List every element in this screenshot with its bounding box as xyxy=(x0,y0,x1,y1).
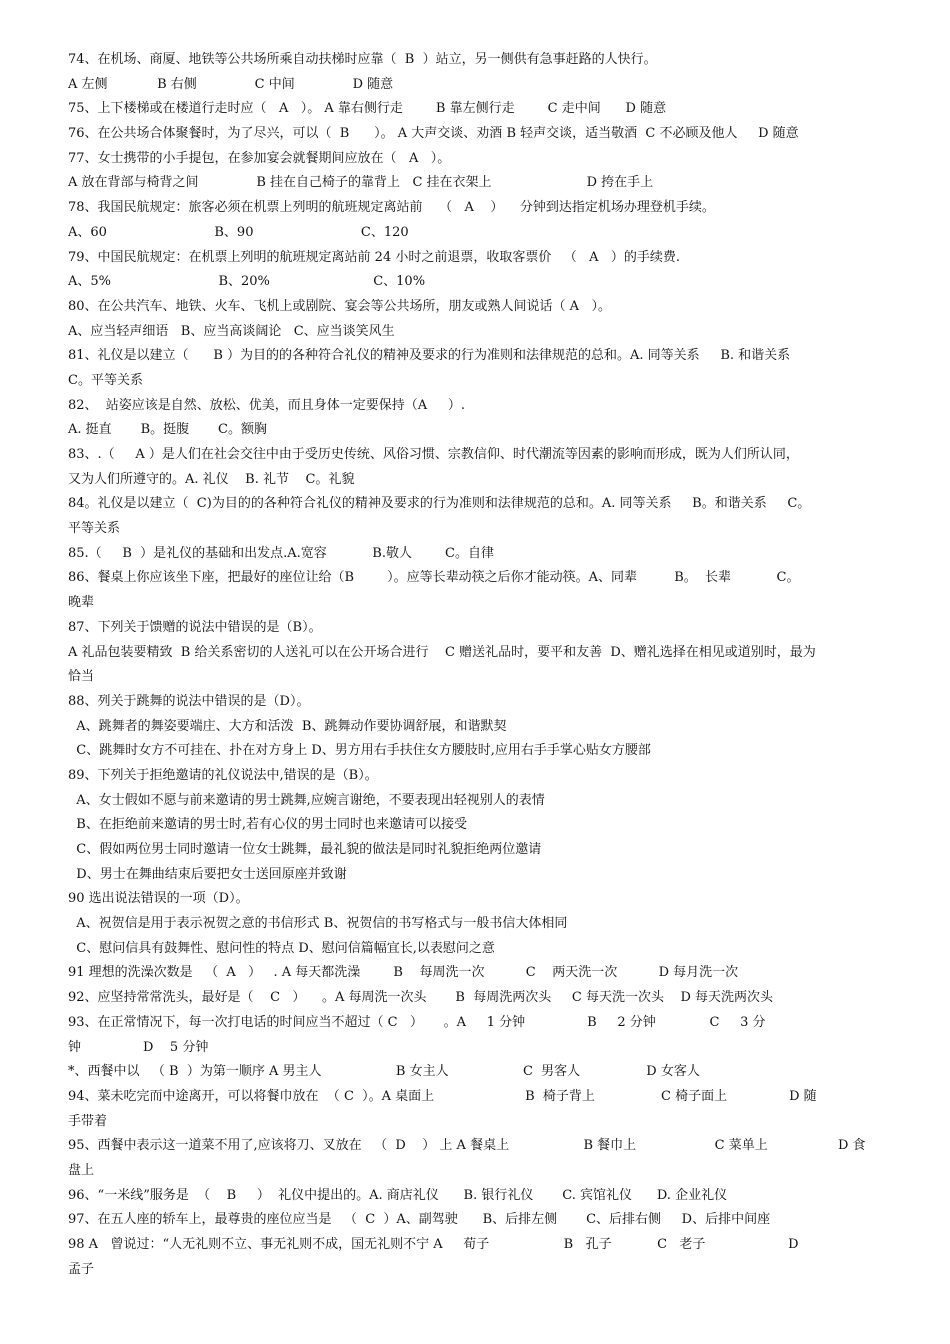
text-line: 76、在公共场合体聚餐时，为了尽兴，可以（ B ）。 A 大声交谈、劝酒 B 轻声交谈，适当敬酒 C 不必顾及他人 D 随意 xyxy=(68,126,799,142)
text-line: D、男士在舞曲结束后要把女士送回原座并致谢 xyxy=(68,866,347,882)
document-page xyxy=(68,48,888,1282)
text-line: 98 A 曾说过：“人无礼则不立、事无礼则不成，国无礼则不宁 A 荀子 B 孔子 C 老子 D xyxy=(68,1237,799,1252)
text-line: 91 理想的洗澡次数是 （ A ） . A 每天都洗澡 B 每周洗一次 C 两天洗一次 D 每月洗一次 xyxy=(68,965,739,981)
text-line: 晚辈 xyxy=(68,595,95,611)
text-line: A、5% B、20% C、10% xyxy=(68,274,426,290)
text-line: 97、在五人座的轿车上，最尊贵的座位应当是 （ C ）A、副驾驶 B、后排左侧 C、后排右侧 D、后排中间座 xyxy=(68,1212,771,1228)
text-line: 84。礼仪是以建立（ C)为目的的各种符合礼仪的精神及要求的行为准则和法律规范的总和。A. 同等关系 B。和谐关系 C。 xyxy=(68,496,811,512)
text-line: A 放在背部与椅背之间 B 挂在自己椅子的靠背上 C 挂在衣架上 D 挎在手上 xyxy=(68,175,654,191)
text-line: 89、下列关于拒绝邀请的礼仪说法中,错误的是（B）。 xyxy=(68,767,378,783)
text-line: 80、在公共汽车、地铁、火车、飞机上或剧院、宴会等公共场所，朋友或熟人间说话（ A ）。 xyxy=(68,298,611,314)
text-line: *、西餐中以 （ B ）为第一顺序 A 男主人 B 女主人 C 男客人 D 女客人 xyxy=(68,1064,700,1080)
text-line: 86、餐桌上你应该坐下座，把最好的座位让给（B ）。应等长辈动筷之后你才能动筷。A、同辈 B。 长辈 C。 xyxy=(68,570,800,586)
text-line: 92、应坚持常常洗头，最好是（ C ） 。A 每周洗一次头 B 每周洗两次头 C 每天洗一次头 D 每天洗两次头 xyxy=(68,990,774,1006)
text-line: 88、列关于跳舞的说法中错误的是（D）。 xyxy=(68,693,310,709)
text-line: C、跳舞时女方不可挂在、扑在对方身上 D、男方用右手扶住女方腰肢时,应用右手手掌心贴女方腰部 xyxy=(68,743,651,759)
text-line: A、跳舞者的舞姿要端庄、大方和活泼 B、跳舞动作要协调舒展，和谐默契 xyxy=(68,718,507,734)
text-line: A、60 B、90 C、120 xyxy=(68,224,409,240)
text-line: 75、上下楼梯或在楼道行走时应（ A ）。 A 靠右侧行走 B 靠左侧行走 C 走中间 D 随意 xyxy=(68,101,667,117)
text-line: 又为人们所遵守的。A. 礼仪 B. 礼节 C。礼貌 xyxy=(68,471,355,487)
text-line: 81、礼仪是以建立（ B ）为目的的各种符合礼仪的精神及要求的行为准则和法律规范的总和。A. 同等关系 B. 和谐关系 xyxy=(68,348,791,364)
text-line: 82、 站姿应该是自然、放松、优美，而且身体一定要保持（A ）. xyxy=(68,397,465,413)
text-line: 93、在正常情况下，每一次打电话的时间应当不超过（ C ） 。A 1 分钟 B 2 分钟 C 3 分 xyxy=(68,1014,766,1030)
text-line: 孟子 xyxy=(68,1261,95,1277)
text-line: A、祝贺信是用于表示祝贺之意的书信形式 B、祝贺信的书写格式与一般书信大体相同 xyxy=(68,916,568,932)
text-line: 盘上 xyxy=(68,1162,95,1178)
text-line: 手带着 xyxy=(68,1113,108,1129)
text-line: B、在拒绝前来邀请的男士时,若有心仪的男士同时也来邀请可以接受 xyxy=(68,817,467,833)
text-line: 恰当 xyxy=(68,669,95,685)
text-line: A、应当轻声细语 B、应当高谈阔论 C、应当谈笑风生 xyxy=(68,323,395,339)
text-line: A. 挺直 B。挺腹 C。额胸 xyxy=(68,422,268,438)
text-line: 平等关系 xyxy=(68,521,121,537)
text-line: 钟 D 5 分钟 xyxy=(68,1039,209,1055)
text-line: 96、“一米线”服务是 （ B ） 礼仪中提出的。A. 商店礼仪 B. 银行礼仪 C. 宾馆礼仪 D. 企业礼仪 xyxy=(68,1187,728,1203)
text-line: 77、女士携带的小手提包，在参加宴会就餐期间应放在（ A ）。 xyxy=(68,150,451,166)
text-line: A 礼品包装要精致 B 给关系密切的人送礼可以在公开场合进行 C 赠送礼品时，要平和友善 D、赠礼选择在相见或道别时，最为 xyxy=(68,644,816,660)
text-line: A、女士假如不愿与前来邀请的男士跳舞,应婉言谢绝，不要表现出轻视别人的表情 xyxy=(68,792,545,808)
text-line: 95、西餐中表示这一道菜不用了,应该将刀、叉放在 （ D ） 上 A 餐桌上 B 餐巾上 C 菜单上 D 食 xyxy=(68,1138,866,1154)
text-line: C。平等关系 xyxy=(68,372,143,388)
text-line: 74、在机场、商厦、地铁等公共场所乘自动扶梯时应靠（ B ）站立，另一侧供有急事赶路的人快行。 xyxy=(68,52,657,67)
text-line: 87、下列关于馈赠的说法中错误的是（B）。 xyxy=(68,619,322,635)
text-line: 79、中国民航规定：在机票上列明的航班规定离站前 24 小时之前退票，收取客票价 （ A ）的手续费. xyxy=(68,249,681,265)
text-line: 85.（ B ）是礼仪的基础和出发点.A.宽容 B.敬人 C。自律 xyxy=(68,545,494,561)
text-line: 78、我国民航规定：旅客必须在机票上列明的航班规定离站前 （ A ） 分钟到达指定机场办理登机手续。 xyxy=(68,200,715,216)
text-line: C、假如两位男士同时邀请一位女士跳舞，最礼貌的做法是同时礼貌拒绝两位邀请 xyxy=(68,842,542,857)
text-line: C、慰问信具有鼓舞性、慰问性的特点 D、慰问信篇幅宜长,以表慰问之意 xyxy=(68,940,495,956)
text-line: 90 选出说法错误的一项（D）。 xyxy=(68,891,249,907)
text-line: A 左侧 B 右侧 C 中间 D 随意 xyxy=(68,76,394,92)
text-line: 94、菜未吃完而中途离开，可以将餐巾放在 （ C ）。A 桌面上 B 椅子背上 C 椅子面上 D 随 xyxy=(68,1088,817,1104)
text-line: 83、.（ A ）是人们在社会交往中由于受历史传统、风俗习惯、宗教信仰、时代潮流等因素的影响而形成，既为人们所认同， xyxy=(68,447,799,462)
